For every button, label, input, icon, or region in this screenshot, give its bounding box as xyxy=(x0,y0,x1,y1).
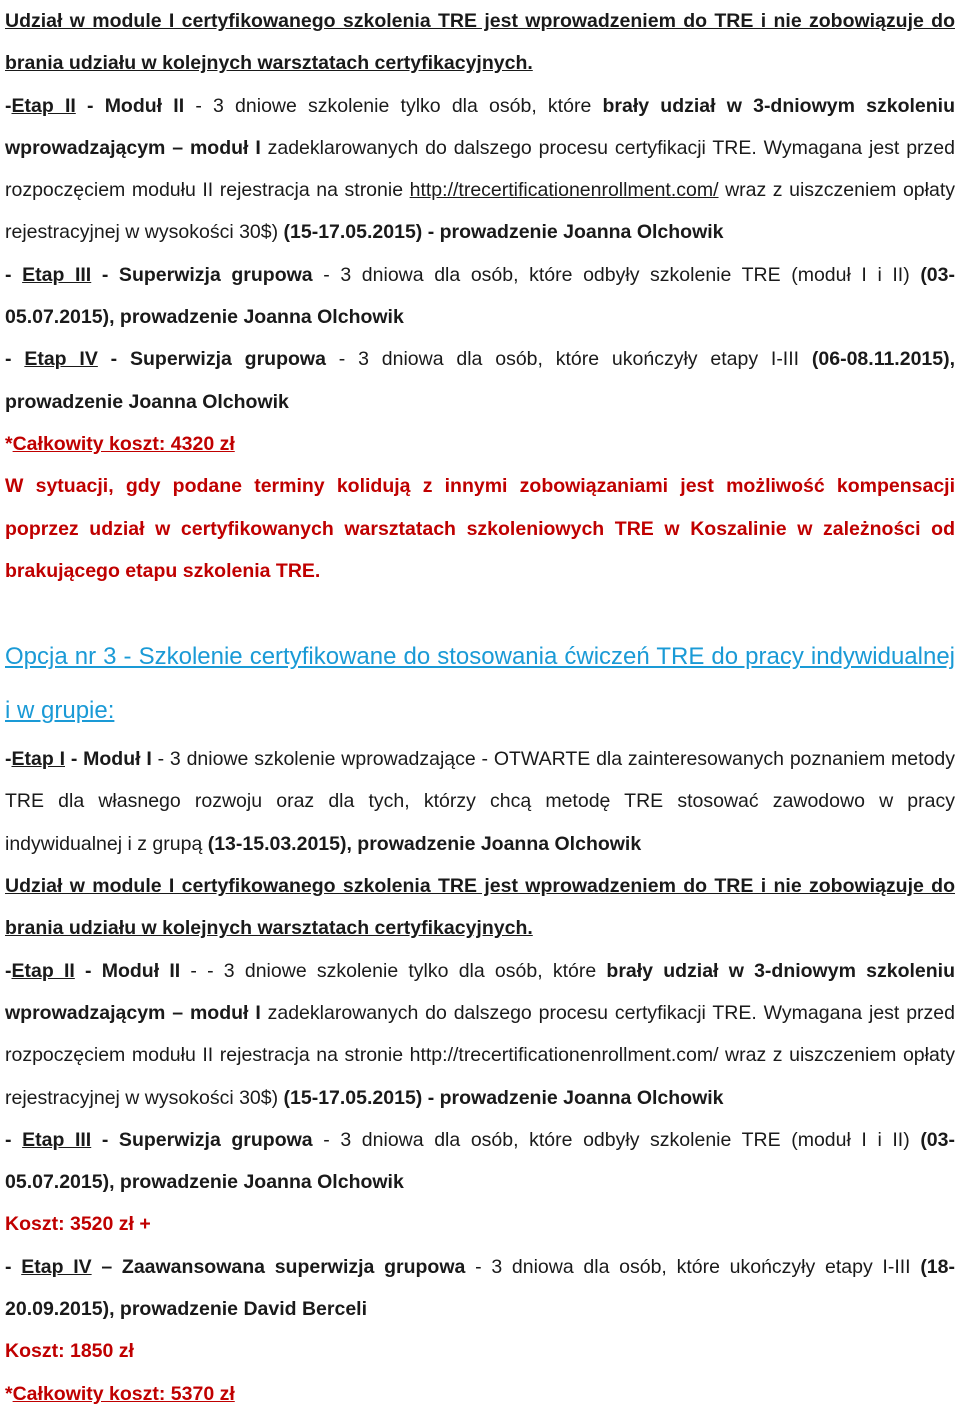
etap-2-requirement: brały udział w 3-dniowym szkoleniu wprowadzającym – moduł I xyxy=(5,94,955,159)
b-etap-4-tag: Etap IV xyxy=(21,1255,92,1278)
etap-3-paragraph xyxy=(5,254,955,339)
etap-4-tag: Etap IV xyxy=(24,348,98,371)
total-cost-b-label: Całkowity koszt: 5370 zł xyxy=(12,1382,235,1405)
b-etap-1-tag: Etap I xyxy=(11,748,65,771)
b-etap-2-date-host: (15-17.05.2015) - prowadzenie Joanna Olchowik xyxy=(283,1086,724,1109)
etap-2-module: Moduł II xyxy=(104,94,185,117)
b-module-one-note: Udział w module I certyfikowanego szkolenia TRE jest wprowadzeniem do TRE i nie zobowiązuje do brania udziału w kolejnych warsztatach certyfikacyjnych. xyxy=(5,875,955,940)
etap-2-date-host: (15-17.05.2015) - prowadzenie Joanna Olchowik xyxy=(283,221,724,244)
b-etap-2-tag: Etap II xyxy=(11,959,75,982)
b-etap-2-paragraph xyxy=(5,950,955,1119)
etap-2-sep: - xyxy=(75,94,105,117)
etap-2-text: - 3 dniowe szkolenie tylko dla osób, które xyxy=(184,94,603,117)
b-cost-2: Koszt: 1850 zł xyxy=(5,1340,134,1363)
b-etap-1-paragraph xyxy=(5,738,955,865)
b-etap-2-prefix: - xyxy=(5,959,12,982)
etap-3-tag: Etap III xyxy=(22,263,92,286)
etap-2-tag: Etap II xyxy=(11,94,76,117)
b-etap-4-paragraph xyxy=(5,1246,955,1331)
b-etap-2-sep: - xyxy=(74,959,102,982)
etap-4-date-host: (06-08.11.2015), prowadzenie Joanna Olchowik xyxy=(5,348,956,413)
b-etap-1-sep: - xyxy=(65,748,84,771)
compensation-note: W sytuacji, gdy podane terminy kolidują z innymi zobowiązaniami jest możliwość kompensacji poprzez udział w certyfikowanych warsztatach szkoleniowych TRE w Koszalinie w zależności od brakującego etapu szkolenia TRE. xyxy=(5,475,955,582)
etap-2-text-3: wraz z uiszczeniem opłaty rejestracyjnej w wysokości 30$) xyxy=(5,179,955,244)
document-body xyxy=(5,0,955,1415)
total-cost-a-label: Całkowity koszt: 4320 zł xyxy=(12,432,235,455)
b-cost-1: Koszt: 3520 zł + xyxy=(5,1213,151,1236)
etap-2-prefix: - xyxy=(5,94,12,117)
option-3-heading: Opcja nr 3 - Szkolenie certyfikowane do stosowania ćwiczeń TRE do pracy indywidualnej i w grupie: xyxy=(5,643,955,725)
b-etap-1-prefix: - xyxy=(5,748,12,771)
b-etap-3-text: - 3 dniowa dla osób, które odbyły szkolenie TRE (moduł I i II) xyxy=(312,1128,921,1151)
b-etap-2-requirement: brały udział w 3-dniowym szkoleniu wprowadzającym – moduł I xyxy=(5,959,955,1024)
b-etap-2-module: Moduł II xyxy=(101,959,181,982)
module-one-note: Udział w module I certyfikowanego szkolenia TRE jest wprowadzeniem do TRE i nie zobowiązuje do brania udziału w kolejnych warsztatach certyfikacyjnych. xyxy=(5,10,955,75)
b-etap-1-text: - 3 dniowe szkolenie wprowadzające - OTWARTE dla zainteresowanych poznaniem metody TRE dla własnego rozwoju oraz dla tych, którzy chcą metodę TRE stosować zawodowo w pracy indywidualnej i z grupą xyxy=(5,748,955,855)
total-cost-a xyxy=(5,423,955,465)
etap-3-text: - 3 dniowa dla osób, które odbyły szkolenie TRE (moduł I i II) xyxy=(312,263,921,286)
etap-3-title: - Superwizja grupowa xyxy=(91,263,313,286)
etap-4-text: - 3 dniowa dla osób, które ukończyły etapy I-III xyxy=(325,348,812,371)
etap-3-prefix: - xyxy=(5,263,23,286)
b-etap-4-text: - 3 dniowa dla osób, które ukończyły etapy I-III xyxy=(465,1255,921,1278)
b-etap-2-text: - - 3 dniowe szkolenie tylko dla osób, które xyxy=(180,959,607,982)
etap-4-prefix: - xyxy=(5,348,25,371)
b-etap-4-date-host: (18-20.09.2015), prowadzenie David Berceli xyxy=(5,1255,955,1321)
b-etap-1-module: Moduł I xyxy=(83,748,152,771)
etap-3-date-host: (03-05.07.2015), prowadzenie Joanna Olchowik xyxy=(5,263,955,329)
etap-4-title: - Superwizja grupowa xyxy=(97,348,326,371)
etap-2-paragraph xyxy=(5,85,955,254)
b-etap-4-title: – Zaawansowana superwizja grupowa xyxy=(91,1255,466,1278)
section-spacer xyxy=(5,592,955,630)
b-etap-3-date-host: (03-05.07.2015), prowadzenie Joanna Olchowik xyxy=(5,1128,955,1194)
total-cost-b-star: * xyxy=(5,1382,13,1405)
b-etap-3-prefix: - xyxy=(5,1128,23,1151)
b-etap-1-date-host: (13-15.03.2015), prowadzenie Joanna Olchowik xyxy=(207,832,642,855)
total-cost-a-star: * xyxy=(5,432,13,455)
etap-4-paragraph xyxy=(5,338,955,423)
b-etap-3-tag: Etap III xyxy=(22,1128,92,1151)
b-etap-3-title: - Superwizja grupowa xyxy=(91,1128,313,1151)
b-etap-3-paragraph xyxy=(5,1119,955,1204)
b-etap-4-prefix: - xyxy=(5,1255,22,1278)
etap-2-text-2: zadeklarowanych do dalszego procesu certyfikacji TRE. Wymagana jest przed rozpoczęciem modułu II rejestracja na stronie xyxy=(5,136,955,202)
registration-link[interactable]: http://trecertificationenrollment.com/ xyxy=(409,179,719,202)
total-cost-b xyxy=(5,1373,955,1415)
b-etap-2-text-2: zadeklarowanych do dalszego procesu certyfikacji TRE. Wymagana jest przed rozpoczęciem modułu II rejestracja na stronie http://trecertificationenrollment.com/ wraz z uiszczeniem opłaty rejestracyjnej w wysokości 30$) xyxy=(5,1001,955,1109)
